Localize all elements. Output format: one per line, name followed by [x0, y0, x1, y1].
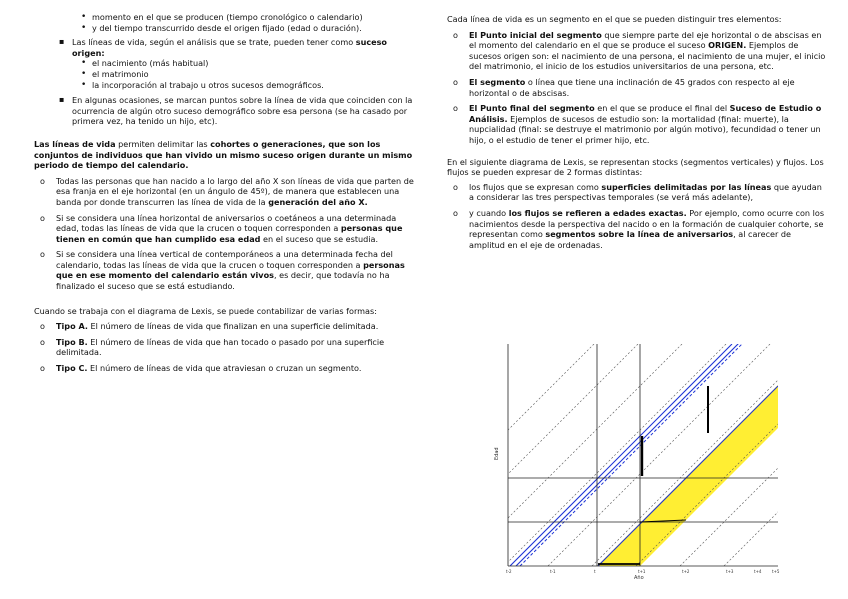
paragraph: Cada línea de vida es un segmento en el que se pueden distinguir tres elementos: — [447, 14, 782, 24]
y-axis-label: Edad — [494, 447, 500, 460]
list-item: o El Punto inicial del segmento que siempre parte del eje horizontal o de abscisas en el momento del calendario en el que se produce el suceso ORIGEN. Ejemplos de sucesos origen son: el nacimiento de una persona, el nacimiento de una mujer, el inicio del matrimonio, el inicio de los estudios universitarios de una persona, etc. — [447, 30, 827, 72]
list-item: o El segmento o línea que tiene una inclinación de 45 grados con respecto al eje horizontal o de abscisas. — [447, 77, 827, 98]
x-axis-label: Año — [634, 575, 644, 580]
paragraph: En el siguiente diagrama de Lexis, se representan stocks (segmentos verticales) y flujos. Los flujos se pueden expresar de 2 formas distintas: — [447, 156, 824, 178]
x-tick-labels — [506, 569, 780, 574]
x-tick: t+5 — [772, 569, 780, 574]
cohort-band — [597, 385, 778, 566]
x-tick: t-2 — [506, 569, 512, 574]
list-item — [34, 37, 414, 58]
list-item: • el matrimonio — [34, 69, 414, 80]
list-item: ▪ En algunas ocasiones, se marcan puntos sobre la línea de vida que coinciden con la ocurrencia de algún otro suceso demográfico sobre esa persona (se ha casado por primera vez, ha tenido un hijo, etc). — [34, 95, 414, 127]
text: Las líneas de vida — [34, 138, 116, 149]
list-item: o El Punto final del segmento en el que se produce el final del Suceso de Estudio o Análisis. Ejemplos de sucesos de estudio son: la mortalidad (final: muerte), la nupcialidad (final: se destruye el matrimonio por algún motivo), fecundidad o tener un hijo, o el estudio de tener el primer hijo, etc. — [447, 103, 827, 145]
list-item: • momento en el que se producen (tiempo cronológico o calendario) — [34, 12, 414, 23]
text: permiten delimitar las — [115, 138, 211, 149]
x-tick: t — [594, 569, 596, 574]
x-tick: t+2 — [682, 569, 690, 574]
lexis-diagram — [492, 340, 792, 580]
list-item: o Si se considera una línea horizontal de aniversarios o coetáneos a una determinada edad, todas las líneas de vida que la crucen o toquen corresponden a personas que tienen en común que han cumplido esa edad en el suceso que se estudia. — [34, 213, 414, 245]
text: suceso origen: — [72, 37, 387, 58]
paragraph: Cuando se trabaja con el diagrama de Lexis, se puede contabilizar de varias formas: — [34, 305, 377, 316]
list-item: o Todas las personas que han nacido a lo largo del año X son líneas de vida que parten de esa franja en el eje horizontal (en un ángulo de 45º), de manera que establecen una banda por donde transcurren las línea de vida de la generación del año X. — [34, 176, 414, 208]
list-item: o los flujos que se expresan como superficies delimitadas por las líneas que ayudan a considerar las tres perspectivas temporales (se verá más adelante), — [447, 182, 827, 203]
x-tick: t-1 — [550, 569, 556, 574]
x-tick: t+3 — [726, 569, 734, 574]
text: Las líneas de vida, según el análisis que se trate, pueden tener como — [72, 37, 356, 48]
text: , que son los conjuntos de individuos que han vivido un mismo suceso origen durante un mismo periodo de tiempo del calendario. — [34, 138, 413, 171]
list-item: o Si se considera una línea vertical de contemporáneos a una determinada fecha del calendario, todas las líneas de vida que la crucen o toquen corresponden a personas que en ese momento del calendario están vivos, es decir, que todavía no ha finalizado el suceso que se está estudiando. — [34, 249, 414, 291]
list-item: o Tipo C. El número de líneas de vida que atraviesan o cruzan un segmento. — [34, 363, 414, 374]
x-tick: t+4 — [754, 569, 762, 574]
paragraph — [34, 139, 414, 171]
x-tick: t+1 — [638, 569, 646, 574]
list-item: o Tipo B. El número de líneas de vida que han tocado o pasado por una superficie delimitada. — [34, 337, 414, 358]
left-column — [34, 0, 414, 379]
right-column — [447, 0, 827, 255]
text: cohortes o generaciones — [210, 138, 323, 149]
list-item: • la incorporación al trabajo u otros sucesos demográficos. — [34, 80, 414, 91]
list-item: • y del tiempo transcurrido desde el origen fijado (edad o duración). — [34, 23, 414, 34]
list-item: o y cuando los flujos se refieren a edades exactas. Por ejemplo, como ocurre con los nacimientos desde la perspectiva del nacido o en la formación de cualquier cohorte, se representan como segmentos sobre la línea de aniversarios, al carecer de amplitud en el eje de ordenadas. — [447, 208, 827, 250]
list-item: • el nacimiento (más habitual) — [34, 58, 414, 69]
list-item: o Tipo A. El número de líneas de vida que finalizan en una superficie delimitada. — [34, 321, 414, 332]
